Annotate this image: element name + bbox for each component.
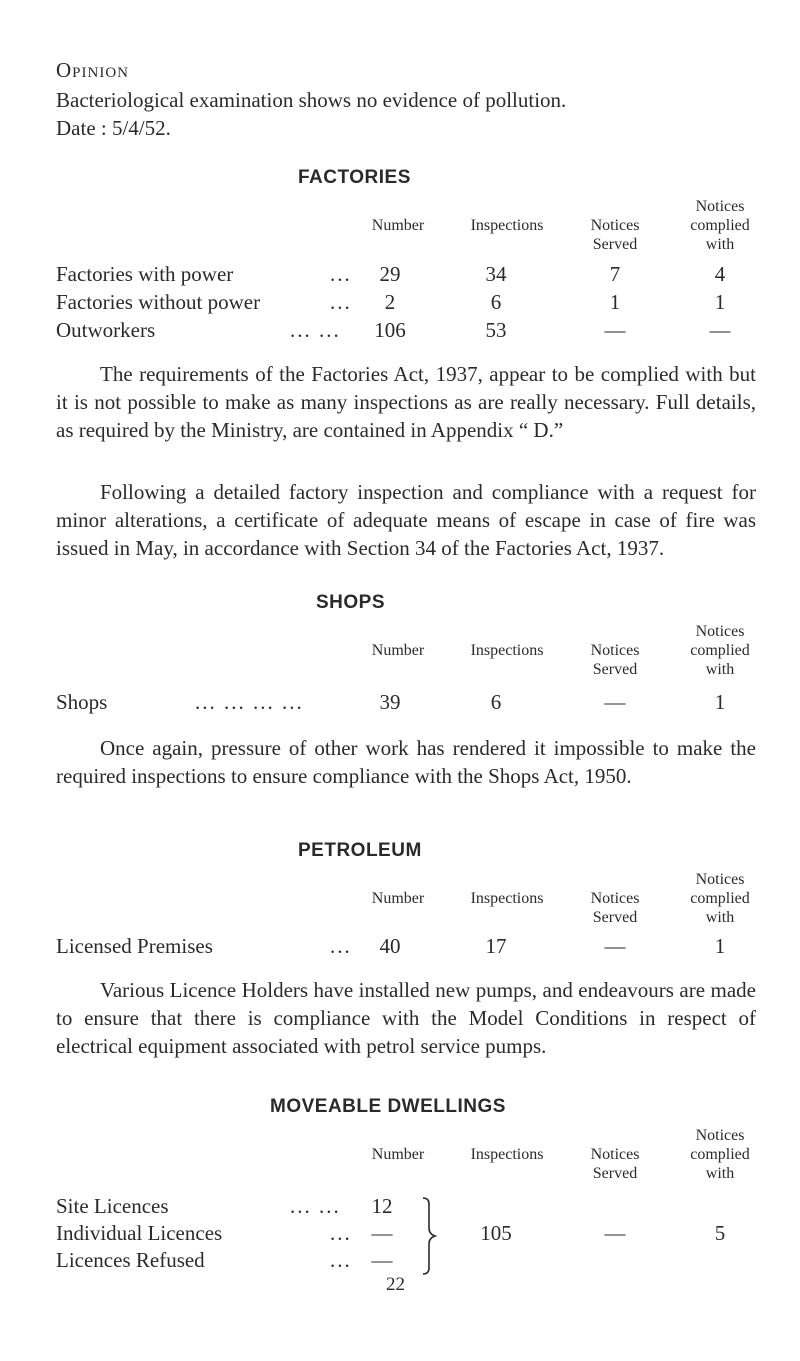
header-notices-served-line2: Served xyxy=(592,236,638,253)
leader-dots: ... xyxy=(330,1248,352,1272)
factories-power-complied: 4 xyxy=(714,262,726,286)
factories-paragraph-1: The requirements of the Factories Act, 1937, appear to be complied with but it is not possible to make as many inspections as are really necessary. Full details, as required by the Ministry, are contained in Appendix “ D.” xyxy=(56,362,756,442)
site-licences-number: 12 xyxy=(371,1194,393,1218)
leader-dots: ... ... xyxy=(290,318,341,342)
shops-number: 39 xyxy=(379,690,401,714)
table-row-label: Licences Refused xyxy=(56,1248,205,1272)
header-complied-line1: Notices xyxy=(695,871,745,888)
header-complied-line2: complied xyxy=(690,1146,750,1163)
petroleum-paragraph: Various Licence Holders have installed new pumps, and endeavours are made to ensure that there is compliance with the Model Conditions in respect of electrical equipment associated with petrol service pumps. xyxy=(56,978,756,1058)
leader-dots: ... xyxy=(330,1221,352,1245)
header-notices-complied xyxy=(670,1126,770,1183)
petroleum-title: PETROLEUM xyxy=(298,840,422,861)
petroleum-number: 40 xyxy=(379,934,401,958)
individual-licences-number: — xyxy=(371,1221,393,1245)
moveable-inspections: 105 xyxy=(480,1221,512,1245)
petroleum-served: — xyxy=(604,934,626,958)
table-row-label: Factories without power xyxy=(56,290,261,314)
shops-inspections: 6 xyxy=(490,690,502,714)
header-notices-served-line1: Notices xyxy=(590,890,640,907)
factories-nopower-complied: 1 xyxy=(714,290,726,314)
header-inspections: Inspections xyxy=(470,217,544,234)
header-notices-served xyxy=(570,216,660,254)
shops-title: SHOPS xyxy=(316,592,386,613)
leader-dots: ... ... xyxy=(290,1194,341,1218)
header-inspections: Inspections xyxy=(470,890,544,907)
header-complied-line1: Notices xyxy=(695,623,745,640)
header-complied-line2: complied xyxy=(690,890,750,907)
header-inspections: Inspections xyxy=(470,642,544,659)
opinion-text: Bacteriological examination shows no evidence of pollution. xyxy=(56,88,567,112)
petroleum-complied: 1 xyxy=(714,934,726,958)
header-number: Number xyxy=(371,217,425,234)
factories-power-number: 29 xyxy=(379,262,401,286)
factories-power-served: 7 xyxy=(609,262,621,286)
table-row-label: Site Licences xyxy=(56,1194,169,1218)
leader-dots: ... xyxy=(330,934,352,958)
header-complied-line3: with xyxy=(705,909,735,926)
header-number: Number xyxy=(371,890,425,907)
header-number: Number xyxy=(371,1146,425,1163)
header-complied-line1: Notices xyxy=(695,198,745,215)
header-complied-line1: Notices xyxy=(695,1127,745,1144)
header-notices-served-line1: Notices xyxy=(590,642,640,659)
table-row-label: Individual Licences xyxy=(56,1221,223,1245)
header-notices-served-line1: Notices xyxy=(590,217,640,234)
factories-nopower-served: 1 xyxy=(609,290,621,314)
outworkers-served: — xyxy=(604,318,626,342)
table-row-label: Outworkers xyxy=(56,318,156,342)
factories-nopower-inspections: 6 xyxy=(490,290,502,314)
header-complied-line3: with xyxy=(705,236,735,253)
header-notices-served-line2: Served xyxy=(592,661,638,678)
outworkers-complied: — xyxy=(709,318,731,342)
header-complied-line2: complied xyxy=(690,642,750,659)
factories-power-inspections: 34 xyxy=(485,262,507,286)
header-notices-served-line2: Served xyxy=(592,909,638,926)
factories-nopower-number: 2 xyxy=(384,290,396,314)
header-notices-served-line2: Served xyxy=(592,1165,638,1182)
header-notices-complied xyxy=(670,622,770,679)
moveable-complied: 5 xyxy=(714,1221,726,1245)
moveable-served: — xyxy=(604,1221,626,1245)
header-complied-line3: with xyxy=(705,661,735,678)
licences-refused-number: — xyxy=(371,1248,393,1272)
petroleum-inspections: 17 xyxy=(485,934,507,958)
table-row-label: Factories with power xyxy=(56,262,234,286)
shops-complied: 1 xyxy=(714,690,726,714)
header-notices-served-line1: Notices xyxy=(590,1146,640,1163)
moveable-title: MOVEABLE DWELLINGS xyxy=(270,1096,506,1117)
header-notices-served xyxy=(570,1145,660,1183)
header-inspections: Inspections xyxy=(470,1146,544,1163)
header-notices-served xyxy=(570,641,660,679)
table-row-label: Licensed Premises xyxy=(56,934,213,958)
header-notices-complied xyxy=(670,870,770,927)
shops-served: — xyxy=(604,690,626,714)
shops-paragraph: Once again, pressure of other work has rendered it impossible to make the required inspections to ensure compliance with the Shops Act, 1950. xyxy=(56,736,756,788)
header-notices-complied xyxy=(670,197,770,254)
factories-paragraph-2: Following a detailed factory inspection and compliance with a request for minor alterations, a certificate of adequate means of escape in case of fire was issued in May, in accordance with Section 34 of the Factories Act, 1937. xyxy=(56,480,756,560)
outworkers-number: 106 xyxy=(374,318,406,342)
leader-dots: ... ... ... ... xyxy=(195,690,304,714)
opinion-date: Date : 5/4/52. xyxy=(56,116,171,140)
header-complied-line2: complied xyxy=(690,217,750,234)
header-number: Number xyxy=(371,642,425,659)
leader-dots: ... xyxy=(330,262,352,286)
brace-icon xyxy=(420,1196,440,1276)
outworkers-inspections: 53 xyxy=(485,318,507,342)
header-complied-line3: with xyxy=(705,1165,735,1182)
table-row-label: Shops xyxy=(56,690,108,714)
header-notices-served xyxy=(570,889,660,927)
leader-dots: ... xyxy=(330,290,352,314)
page-number: 22 xyxy=(386,1274,405,1295)
factories-title: FACTORIES xyxy=(298,167,411,188)
opinion-heading: Opinion xyxy=(56,58,129,82)
